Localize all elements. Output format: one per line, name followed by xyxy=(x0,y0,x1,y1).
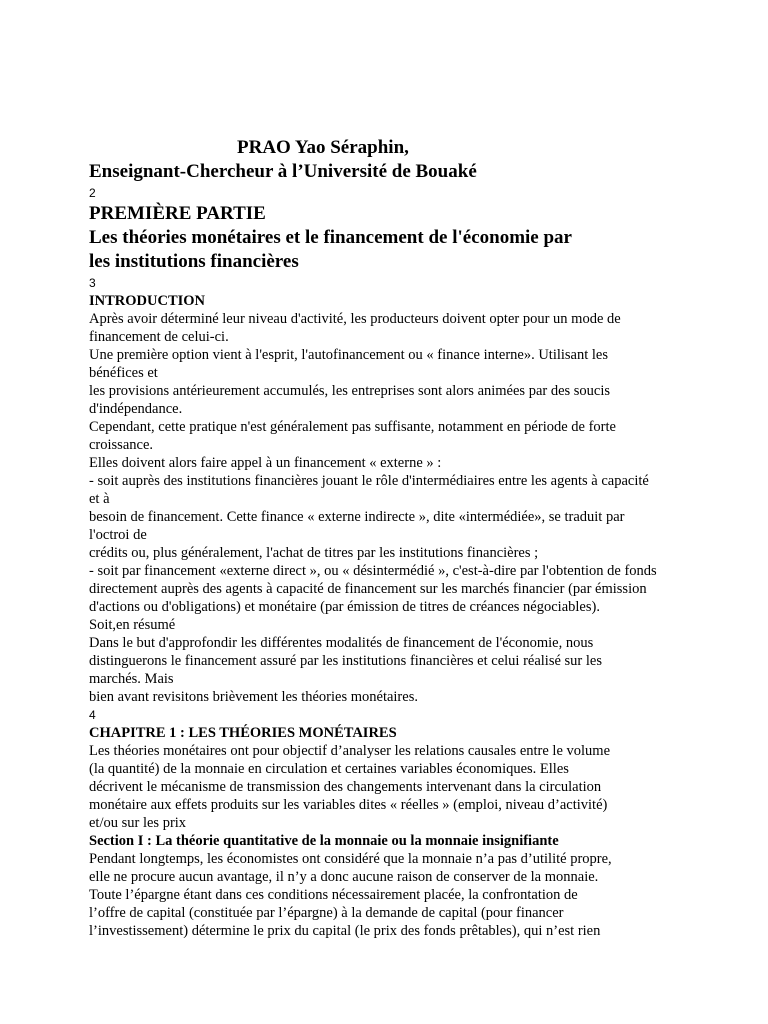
text-line: Les théories monétaires ont pour objectif d’analyser les relations causales entre le volume xyxy=(89,743,611,759)
author-name: PRAO Yao Séraphin, xyxy=(237,137,409,158)
text-line: Une première option vient à l'esprit, l'autofinancement ou « finance interne». Utilisant les xyxy=(89,347,609,363)
text-line: financement de celui-ci. xyxy=(89,329,229,345)
text-line: elle ne procure aucun avantage, il n’y a donc aucune raison de conserver de la monnaie. xyxy=(89,869,599,885)
text-line: Pendant longtemps, les économistes ont considéré que la monnaie n’a pas d’utilité propre, xyxy=(89,851,612,867)
part-title-line: Les théories monétaires et le financement de l'économie par xyxy=(89,227,572,248)
text-line: croissance. xyxy=(89,437,154,453)
author-affiliation: Enseignant-Chercheur à l’Université de Bouaké xyxy=(89,161,477,182)
text-line: l’offre de capital (constituée par l’épargne) à la demande de capital (pour financer xyxy=(89,905,564,921)
page-number: 2 xyxy=(89,186,96,200)
part-title-line: les institutions financières xyxy=(89,251,299,272)
text-line: directement auprès des agents à capacité de financement sur les marchés financier (par émission xyxy=(89,581,647,597)
text-line: besoin de financement. Cette finance « externe indirecte », dite «intermédiée», se traduit par xyxy=(89,509,625,525)
page-number: 3 xyxy=(89,276,96,290)
text-line: Cependant, cette pratique n'est généralement pas suffisante, notamment en période de forte xyxy=(89,419,616,435)
text-line: d'indépendance. xyxy=(89,401,183,417)
text-line: bénéfices et xyxy=(89,365,158,381)
text-line: Soit,en résumé xyxy=(89,617,176,633)
part-heading xyxy=(89,202,744,274)
text-line: distinguerons le financement assuré par les institutions financières et celui réalisé sur les xyxy=(89,653,602,669)
text-line: l’investissement) détermine le prix du capital (le prix des fonds prêtables), qui n’est rien xyxy=(89,923,601,939)
text-line: - soit auprès des institutions financières jouant le rôle d'intermédiaires entre les agents à capacité xyxy=(89,473,649,489)
text-line: décrivent le mécanisme de transmission des changements intervenant dans la circulation xyxy=(89,779,602,795)
chapter-1-section xyxy=(89,724,744,832)
text-line: et/ou sur les prix xyxy=(89,815,187,831)
text-line: Après avoir déterminé leur niveau d'activité, les producteurs doivent opter pour un mode de xyxy=(89,311,621,327)
text-line: (la quantité) de la monnaie en circulation et certaines variables économiques. Elles xyxy=(89,761,569,777)
introduction-heading: INTRODUCTION xyxy=(89,293,206,309)
part-label: PREMIÈRE PARTIE xyxy=(89,203,266,224)
chapter-heading: CHAPITRE 1 : LES THÉORIES MONÉTAIRES xyxy=(89,725,397,741)
section-heading: Section I : La théorie quantitative de la monnaie ou la monnaie insignifiante xyxy=(89,833,559,849)
document-page xyxy=(89,136,744,940)
section-1 xyxy=(89,832,744,940)
text-line: Toute l’épargne étant dans ces conditions nécessairement placée, la confrontation de xyxy=(89,887,578,903)
text-line: et à xyxy=(89,491,110,507)
text-line: Elles doivent alors faire appel à un financement « externe » : xyxy=(89,455,442,471)
page-number: 4 xyxy=(89,708,96,722)
text-line: Dans le but d'approfondir les différentes modalités de financement de l'économie, nous xyxy=(89,635,594,651)
text-line: marchés. Mais xyxy=(89,671,174,687)
text-line: l'octroi de xyxy=(89,527,147,543)
introduction-section xyxy=(89,292,744,706)
text-line: - soit par financement «externe direct », ou « désintermédié », c'est-à-dire par l'obtention de fonds xyxy=(89,563,657,579)
text-line: les provisions antérieurement accumulés, les entreprises sont alors animées par des soucis xyxy=(89,383,611,399)
text-line: monétaire aux effets produits sur les variables dites « réelles » (emploi, niveau d’activité) xyxy=(89,797,608,813)
text-line: crédits ou, plus généralement, l'achat de titres par les institutions financières ; xyxy=(89,545,539,561)
text-line: d'actions ou d'obligations) et monétaire (par émission de titres de créances négociables). xyxy=(89,599,600,615)
author-block xyxy=(89,136,744,184)
text-line: bien avant revisitons brièvement les théories monétaires. xyxy=(89,689,418,705)
